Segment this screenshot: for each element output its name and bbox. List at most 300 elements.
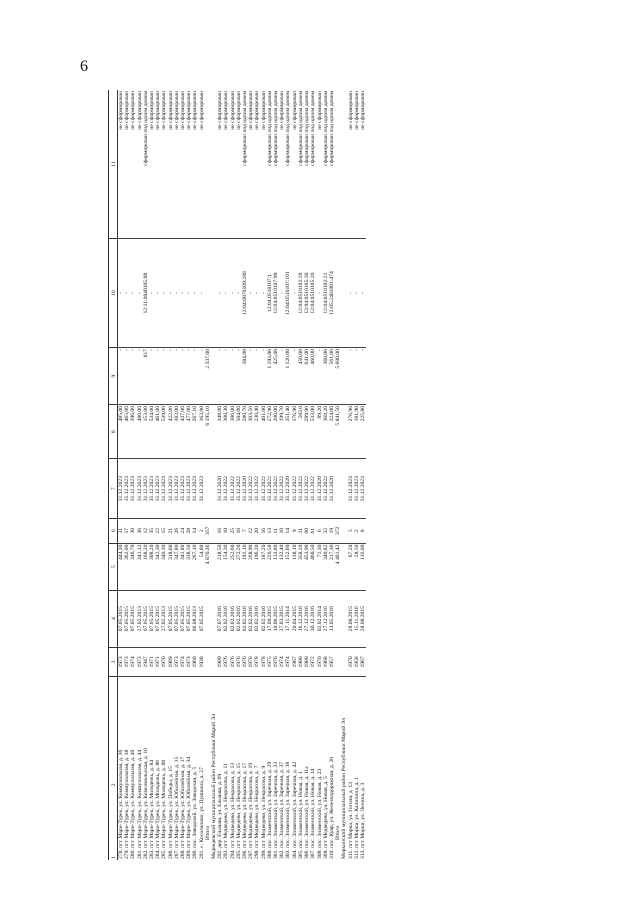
table-cell: 1970 xyxy=(161,647,167,677)
row-number: 281. xyxy=(136,847,143,859)
row-number: 292. xyxy=(217,847,224,859)
row-address: пгт Мари-Турек, ул. Юбилейная, д. 34 xyxy=(186,756,193,848)
table-cell: 19 xyxy=(329,518,335,543)
table-cell: не сформирован xyxy=(130,90,136,239)
table-cell: 31.12.2022 xyxy=(310,459,316,518)
table-cell: 533,00 xyxy=(310,405,316,459)
table-cell: 12:04:0870109:288 xyxy=(242,239,248,348)
row-number: 289. xyxy=(186,847,193,859)
table-cell: 31.12.2023 xyxy=(354,459,360,518)
table-cell: 07.05.2015 xyxy=(155,590,161,647)
row-address: пгт Мари-Турек, ул. Молодежь, д. 86 xyxy=(155,759,162,848)
row-number: 293. xyxy=(223,847,230,859)
table-cell: 6 xyxy=(317,518,323,543)
table-cell: 5 xyxy=(348,518,354,543)
table-cell: - xyxy=(279,239,285,348)
table-cell: не сформирован xyxy=(360,90,366,239)
table-cell: 152,60 xyxy=(285,543,291,590)
table-cell: не сформирован xyxy=(186,90,192,239)
table-cell: 425,00 xyxy=(273,348,279,405)
table-cell: 31.12.2023 xyxy=(199,459,205,518)
row-number: 290. xyxy=(192,847,199,859)
table-cell: - xyxy=(180,239,186,348)
table-cell: 200,00 xyxy=(273,405,279,459)
total-label: Итого xyxy=(204,825,211,840)
table-cell: 461,00 xyxy=(155,405,161,459)
row-address: пгт Мари-Турек, ул. Молодежь, д. 84 xyxy=(149,759,156,848)
table-cell: 07.05.2015 xyxy=(186,590,192,647)
table-cell: 133,80 xyxy=(273,543,279,590)
table-cell: 384,00 xyxy=(242,348,248,405)
table-cell: 26 xyxy=(174,518,180,543)
table-cell: 12:04:0510105:20 xyxy=(310,239,316,348)
row-address: пгт Морки, ул. Гоголя, д. 13 xyxy=(347,781,354,849)
table-cell: 460,50 xyxy=(310,543,316,590)
table-cell: 1976 xyxy=(223,647,229,677)
table-cell: 28.08.2015 xyxy=(348,590,354,647)
table-cell: 27.12.2016 xyxy=(304,590,310,647)
table-cell: 1967 xyxy=(360,647,366,677)
table-cell: 318,60 xyxy=(168,543,174,590)
table-cell: 31.12.2023 xyxy=(130,459,136,518)
table-cell: 31.12.2020 xyxy=(285,459,291,518)
table-cell: 31.12.2022 xyxy=(279,459,285,518)
table-cell: 20 xyxy=(254,518,260,543)
table-cell: 561,00 xyxy=(329,348,335,405)
table-cell: 54,80 xyxy=(199,543,205,590)
row-number: 303. xyxy=(285,847,292,859)
table-cell: сформирован под одним домом xyxy=(267,90,273,239)
table-cell: - xyxy=(236,348,242,405)
table-cell: 21 xyxy=(298,518,304,543)
table-cell: - xyxy=(161,348,167,405)
column-header: 4 xyxy=(109,590,118,647)
row-number: 302. xyxy=(279,847,286,859)
table-cell: сформирован под одним домом xyxy=(143,90,149,239)
table-cell: - xyxy=(180,348,186,405)
table-cell: 358,20 xyxy=(298,543,304,590)
row-number: 286. xyxy=(167,847,174,859)
table-cell: 341,12 xyxy=(137,543,143,590)
table-cell: 272,20 xyxy=(236,543,242,590)
table-cell: не сформирован xyxy=(254,90,260,239)
row-number: 309. xyxy=(322,847,329,859)
table-cell: 641,00 xyxy=(304,348,310,405)
row-number: 301. xyxy=(273,847,280,859)
row-number: 298. xyxy=(254,847,261,859)
table-cell: 176,90 xyxy=(292,405,298,459)
table-cell: 1 126,00 xyxy=(285,348,291,405)
table-cell: 217,30 xyxy=(329,543,335,590)
section-title: Моркинский муниципальный район Республики Марий Эл xyxy=(341,717,348,859)
table-cell: не сформирован xyxy=(149,90,155,239)
table-cell: 12 xyxy=(143,518,149,543)
table-cell: не сформирован xyxy=(217,90,223,239)
table-cell: 31.12.2023 xyxy=(174,459,180,518)
table-cell: не сформирован xyxy=(292,90,298,239)
rotated-table-wrapper xyxy=(108,90,548,860)
table-cell: 07.05.2015 xyxy=(124,590,130,647)
table-cell: - xyxy=(149,348,155,405)
column-header: 11 xyxy=(109,90,118,239)
column-header: 6 xyxy=(109,518,118,543)
table-cell: - xyxy=(348,239,354,348)
table-cell: 340,82 xyxy=(323,543,329,590)
table-cell: 17 xyxy=(124,518,130,543)
table-cell: - xyxy=(354,348,360,405)
table-cell: не сформирован xyxy=(223,90,229,239)
table-cell: - xyxy=(118,239,125,348)
table-cell: 1975 xyxy=(267,647,273,677)
table-cell: 07.05.2015 xyxy=(174,590,180,647)
table-cell: 07.07.2016 xyxy=(217,590,223,647)
table-cell: 168,20 xyxy=(143,543,149,590)
table-cell: 27.02.2013 xyxy=(161,590,167,647)
table-cell: 16.12.2016 xyxy=(298,590,304,647)
table-cell: 30 xyxy=(130,518,136,543)
address-cell xyxy=(360,677,366,860)
table-cell: - xyxy=(124,239,130,348)
table-cell: 07.05.2015 xyxy=(199,590,205,647)
table-cell: 267,10 xyxy=(192,543,198,590)
row-number: 278. xyxy=(118,847,124,859)
header-row xyxy=(109,90,118,860)
address-cell xyxy=(118,677,125,860)
table-cell: сформирован под одним домом xyxy=(298,90,304,239)
table-cell: - xyxy=(217,348,223,405)
table-cell: 163,00 xyxy=(199,405,205,459)
row-address: дер. Ельмаш, ул. Ельмаш, д. 69 xyxy=(217,773,224,848)
column-header: 7 xyxy=(109,459,118,518)
table-cell: 116,00 xyxy=(360,543,366,590)
table-cell: 272,90 xyxy=(267,405,273,459)
table-cell: 1976 xyxy=(230,647,236,677)
table-cell: 02.02.2016 xyxy=(261,590,267,647)
table-cell: сформирован под одним домом xyxy=(304,90,310,239)
table-cell: 342,30 xyxy=(155,543,161,590)
table-cell: - xyxy=(137,239,143,348)
table-cell: 1973 xyxy=(174,647,180,677)
row-address: пгт Мари-Турек, ул. Победы, д. 15 xyxy=(167,766,174,848)
table-cell: 61 xyxy=(310,518,316,543)
table-cell: 14 xyxy=(285,518,291,543)
table-cell: 31.12.2022 xyxy=(261,459,267,518)
column-header: 3 xyxy=(109,647,118,677)
table-cell: 196,20 xyxy=(254,543,260,590)
row-number: 313. xyxy=(359,847,366,859)
table-cell: 289,90 xyxy=(304,405,310,459)
table-cell: не сформирован xyxy=(124,90,130,239)
table-cell: 1980 xyxy=(298,647,304,677)
document-page xyxy=(108,90,548,860)
table-cell: - xyxy=(230,239,236,348)
table-cell: 12:04:0510107:99 xyxy=(273,239,279,348)
table-cell: 15.11.2016 xyxy=(354,590,360,647)
table-cell: 31.12.2022 xyxy=(267,459,273,518)
table-cell: 453,90 xyxy=(304,543,310,590)
column-header-1: 1 xyxy=(110,856,117,859)
table-cell: 504,00 xyxy=(236,405,242,459)
table-cell: 12:04:0510105:30 xyxy=(304,239,310,348)
table-cell: не сформирован xyxy=(155,90,161,239)
table-cell: 1973 xyxy=(186,647,192,677)
row-number: 299. xyxy=(260,847,267,859)
table-cell: 16 xyxy=(217,518,223,543)
table-cell: 450,00 xyxy=(298,348,304,405)
row-number: 287. xyxy=(173,847,180,859)
row-number: 282. xyxy=(142,847,149,859)
table-cell: 1958 xyxy=(354,647,360,677)
table-cell: 31.12.2022 xyxy=(273,459,279,518)
table-cell: 07.05.2015 xyxy=(149,590,155,647)
table-cell: 20.04.2015 xyxy=(292,590,298,647)
table-cell: 460,00 xyxy=(310,348,316,405)
table-cell: 539,00 xyxy=(161,405,167,459)
table-cell: - xyxy=(130,348,136,405)
table-cell: 401,00 xyxy=(261,405,267,459)
table-cell: 13 xyxy=(267,518,273,543)
table-cell: сформирован под одним домом xyxy=(329,90,335,239)
row-address: пгт Морки, ул. Ленина, д. 3 xyxy=(359,782,366,848)
table-cell: 71,30 xyxy=(317,543,323,590)
row-address: пос. Знаменский, ул. Новая, д. 23 xyxy=(316,768,323,848)
table-cell: 283,0 xyxy=(298,405,304,459)
table-cell: 276,90 xyxy=(348,405,354,459)
table-cell: 477,00 xyxy=(186,405,192,459)
table-cell: 396,00 xyxy=(130,405,136,459)
table-cell: не сформирован xyxy=(137,90,143,239)
table-cell: 308,20 xyxy=(149,543,155,590)
table-cell: - xyxy=(130,239,136,348)
table-cell: - xyxy=(292,239,298,348)
table-cell: - xyxy=(279,348,285,405)
row-address: пгт Мари-Турек, ул. Юбилейная, д. 17 xyxy=(180,756,187,848)
table-cell: 28 xyxy=(186,518,192,543)
table-cell: 9 xyxy=(292,518,298,543)
table-cell: - xyxy=(199,239,205,348)
table-cell: 1973 xyxy=(118,647,125,677)
table-cell: 1968 xyxy=(323,647,329,677)
row-number: 296. xyxy=(242,847,249,859)
table-cell: 31.12.2022 xyxy=(248,459,254,518)
total-label: Итого xyxy=(335,825,342,840)
table-cell: 13.05.2016 xyxy=(329,590,335,647)
table-cell: - xyxy=(348,348,354,405)
row-number: 311. xyxy=(347,848,354,859)
row-number: 280. xyxy=(130,847,137,859)
row-address: пгт Мари-Турек, ул. Коммунальная, д. 40 xyxy=(130,749,137,848)
table-cell: - xyxy=(161,239,167,348)
table-cell: 1978 xyxy=(254,647,260,677)
table-cell: 31.12.2023 xyxy=(149,459,155,518)
table-cell: 02.02.2016 xyxy=(254,590,260,647)
table-cell: 268,90 xyxy=(248,543,254,590)
table-cell: 7 xyxy=(242,518,248,543)
table-cell: 1974 xyxy=(285,647,291,677)
table-cell: 348,00 xyxy=(217,405,223,459)
table-cell: 534,00 xyxy=(149,405,155,459)
column-header-2: 2 xyxy=(110,783,117,787)
table-cell: 1970 xyxy=(317,647,323,677)
table-cell: 16 xyxy=(261,518,267,543)
table-cell: 12:04:0510107:101 xyxy=(285,239,291,348)
table-cell: 437,00 xyxy=(180,405,186,459)
table-cell: 12:04:0510102:20 xyxy=(298,239,304,348)
row-address: пгт Мари-Турек, ул. Коммунальная, д. 44 xyxy=(136,749,143,848)
table-cell: 8 xyxy=(360,518,366,543)
table-cell: 30.12.2016 xyxy=(310,590,316,647)
total-people: 357 xyxy=(205,518,211,543)
table-cell: 60 xyxy=(304,518,310,543)
table-cell: - xyxy=(261,348,267,405)
table-cell: - xyxy=(261,239,267,348)
table-cell: 31.12.2023 xyxy=(186,459,192,518)
row-address: пгт Медведево, ул. Некрасова, д. 9 xyxy=(260,765,267,848)
table-cell: 27.03.2015 xyxy=(279,590,285,647)
table-cell: - xyxy=(230,348,236,405)
table-cell: - xyxy=(168,348,174,405)
table-cell: - xyxy=(254,239,260,348)
table-cell: - xyxy=(137,348,143,405)
table-cell: 35 xyxy=(149,518,155,543)
table-cell: 31.12.2023 xyxy=(348,459,354,518)
table-cell: 28,50 xyxy=(354,543,360,590)
row-address: пгт Мари-Турек, ул. Молодежь, д. 88 xyxy=(161,759,168,848)
table-cell: не сформирован xyxy=(261,90,267,239)
table-cell: 15 xyxy=(161,518,167,543)
table-cell: 1976 xyxy=(236,647,242,677)
table-cell: не сформирован xyxy=(348,90,354,239)
table-cell: 181,90 xyxy=(354,405,360,459)
table-cell: 02.02.2016 xyxy=(230,590,236,647)
table-cell: 1973 xyxy=(124,647,130,677)
table-cell: 31.12.2020 xyxy=(217,459,223,518)
table-cell: - xyxy=(317,239,323,348)
table-cell: сформирован под одним домом xyxy=(323,90,329,239)
table-cell: 07.05.2015 xyxy=(143,590,149,647)
table-cell: 1973 xyxy=(137,647,143,677)
total-column-8: 6 195,10 xyxy=(205,405,211,459)
table-cell: не сформирован xyxy=(174,90,180,239)
row-address: пос. Знаменский, ул. Заречная, д. 33 xyxy=(273,761,280,848)
table-cell: 31.12.2023 xyxy=(155,459,161,518)
table-cell: - xyxy=(192,348,198,405)
table-cell: 465,00 xyxy=(124,405,130,459)
column-header: 8 xyxy=(109,405,118,459)
table-cell: - xyxy=(186,239,192,348)
table-cell: 1971 xyxy=(149,647,155,677)
row-address: пгт Мари-Турек, ул. Коммунальная, д. 38 xyxy=(124,749,131,848)
table-cell: 31.12.2022 xyxy=(223,459,229,518)
table-cell: 2 xyxy=(354,518,360,543)
table-cell: 31.12.2023 xyxy=(360,459,366,518)
table-cell: 280,70 xyxy=(242,405,248,459)
table-cell: - xyxy=(223,348,229,405)
table-cell: - xyxy=(174,348,180,405)
housing-table xyxy=(108,90,366,860)
table-cell: 31.12.2022 xyxy=(292,459,298,518)
table-cell: 341,80 xyxy=(180,543,186,590)
table-cell: 10.06.2015 xyxy=(273,590,279,647)
table-cell: - xyxy=(254,348,260,405)
table-cell: не сформирован xyxy=(161,90,167,239)
table-cell: не сформирован xyxy=(248,90,254,239)
row-address: пгт Медведево, ул. Некрасова, д. 15 xyxy=(235,762,242,848)
table-cell: 22 xyxy=(155,518,161,543)
column-header xyxy=(109,677,118,860)
table-cell: 338,50 xyxy=(186,543,192,590)
table-cell: 12:11:0840105:88 xyxy=(143,239,149,348)
table-cell: 31.12.2022 xyxy=(298,459,304,518)
table-cell: 31.12.2023 xyxy=(124,459,130,518)
table-cell: 1967 xyxy=(292,647,298,677)
table-cell: не сформирован xyxy=(168,90,174,239)
row-address: пос. Знаменский, ул. Новая, д. 14 xyxy=(310,768,317,848)
table-cell: 351,40 xyxy=(285,405,291,459)
table-cell: - xyxy=(199,348,205,405)
table-cell: 154,30 xyxy=(223,543,229,590)
row-number: 288. xyxy=(180,847,187,859)
row-address: пос. Заводской, ул. Заводская, д. 5 xyxy=(192,766,199,848)
row-address: пгт Мари-Турек, ул. Юбилейная, д. 15 xyxy=(173,756,180,848)
table-cell: 368,00 xyxy=(323,348,329,405)
table-cell: 192,10 xyxy=(242,543,248,590)
table-cell: - xyxy=(118,348,125,405)
table-cell: не сформирован xyxy=(354,90,360,239)
table-cell: 10 xyxy=(223,518,229,543)
table-cell: 12:04:0510102:21 xyxy=(323,239,329,348)
table-cell: 267,10 xyxy=(192,405,198,459)
table-cell: 07.05.2015 xyxy=(118,590,125,647)
column-header: 10 xyxy=(109,239,118,348)
table-cell: 220,50 xyxy=(267,543,273,590)
table-cell: 06.08.2013 xyxy=(192,590,198,647)
table-cell: не сформирован xyxy=(279,90,285,239)
table-cell: 422,00 xyxy=(168,405,174,459)
row-number: 285. xyxy=(161,847,168,859)
table-row xyxy=(360,90,366,860)
table-cell: 138,10 xyxy=(292,543,298,590)
table-cell: сформирован под одним домом xyxy=(285,90,291,239)
table-cell: 324,00 xyxy=(329,405,335,459)
row-number: 294. xyxy=(229,847,236,859)
table-cell: 12 xyxy=(248,518,254,543)
table-cell: 21 xyxy=(168,518,174,543)
table-cell: - xyxy=(155,348,161,405)
table-cell: - xyxy=(248,348,254,405)
table-cell: 31.12.2022 xyxy=(304,459,310,518)
table-row xyxy=(118,90,125,860)
row-number: 300. xyxy=(266,847,273,859)
table-cell: 10 xyxy=(236,518,242,543)
table-cell: 817 xyxy=(143,348,149,405)
section-title: Медведевский муниципальный район Республики Марий Эл xyxy=(211,714,218,859)
table-cell: 32 xyxy=(323,518,329,543)
table-cell: 1970 xyxy=(348,647,354,677)
table-cell: - xyxy=(217,239,223,348)
table-cell: 1976 xyxy=(248,647,254,677)
table-cell: - xyxy=(186,348,192,405)
table-cell: - xyxy=(149,239,155,348)
total-column-9: 5 608,00 xyxy=(335,348,341,405)
table-cell: 485,00 xyxy=(118,405,125,459)
table-cell: 368,20 xyxy=(323,405,329,459)
table-cell: 218,50 xyxy=(217,543,223,590)
total-area: 4 870,36 xyxy=(205,543,211,590)
table-cell: - xyxy=(360,348,366,405)
column-header: 5 xyxy=(109,543,118,590)
table-cell: 12:05:2401001:474 xyxy=(329,239,335,348)
